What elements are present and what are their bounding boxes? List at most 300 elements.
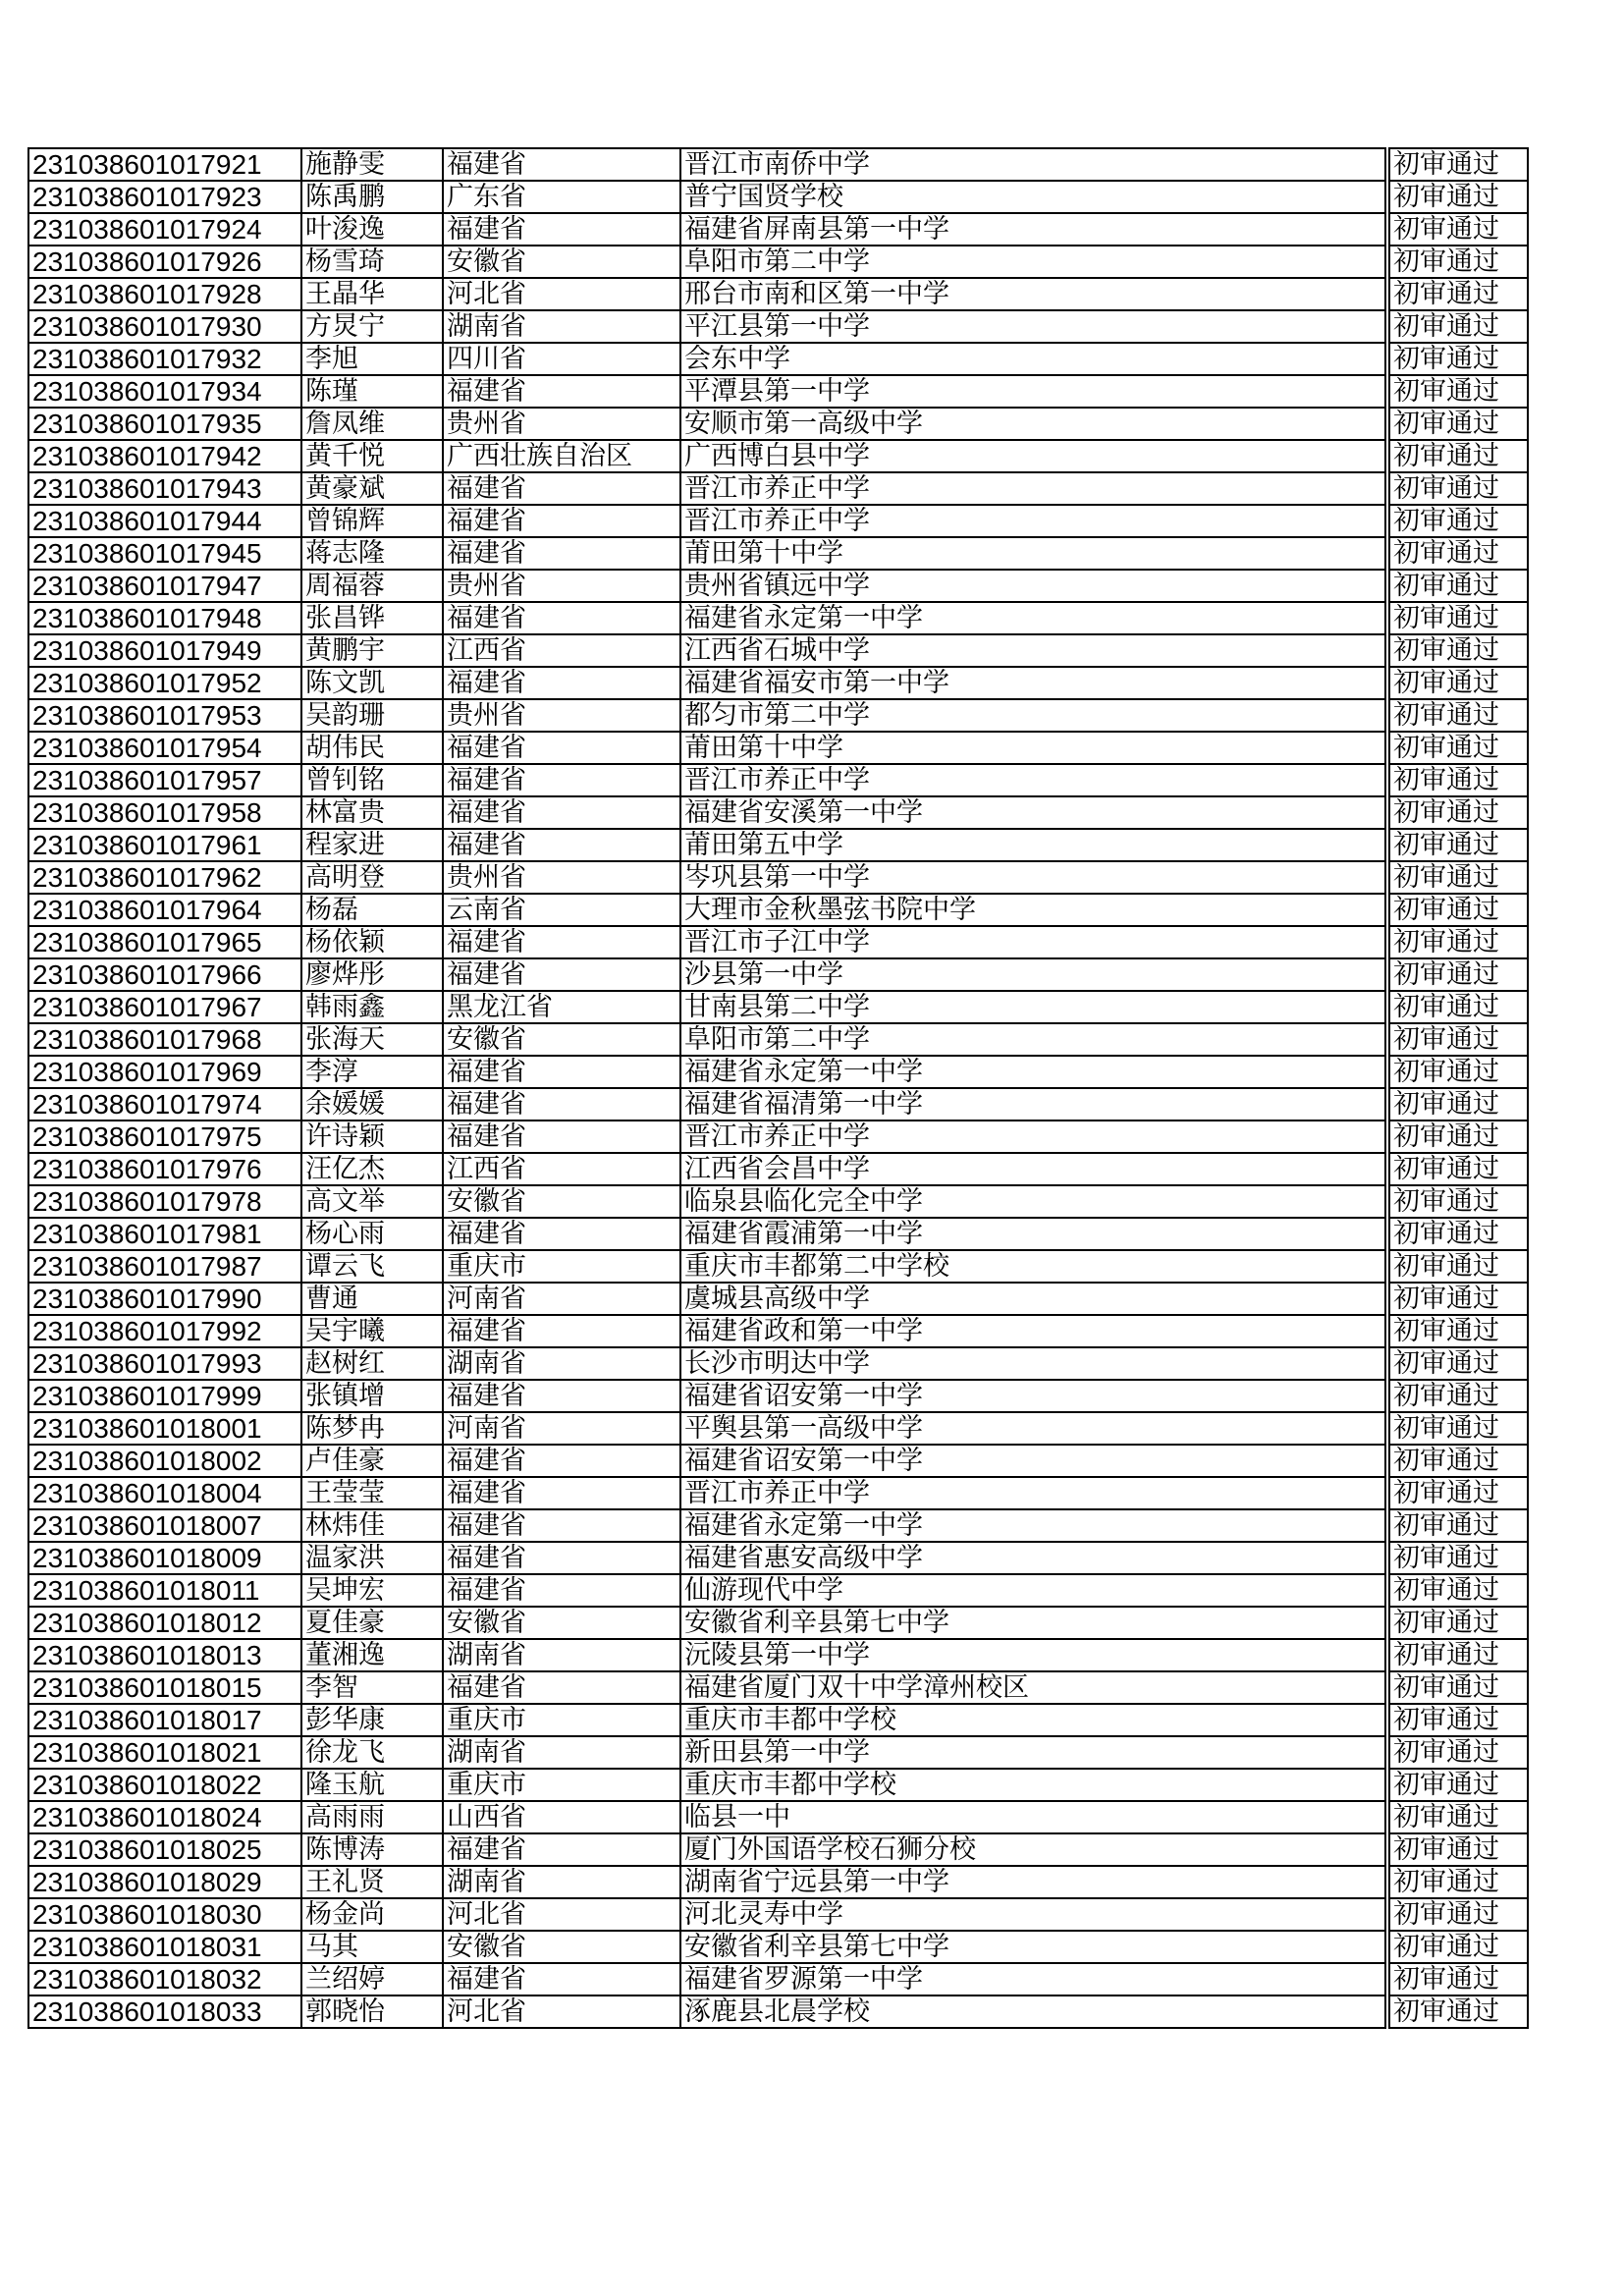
table-row — [28, 440, 1528, 472]
province-cell: 湖南省 — [443, 1639, 680, 1671]
status-cell: 初审通过 — [1389, 213, 1528, 246]
table-row — [28, 1574, 1528, 1607]
name-cell: 杨依颖 — [301, 926, 443, 958]
name-cell: 周福蓉 — [301, 570, 443, 602]
table-row — [28, 1250, 1528, 1283]
status-cell: 初审通过 — [1389, 375, 1528, 408]
candidate-id-cell: 231038601018024 — [28, 1801, 301, 1833]
candidate-id-cell: 231038601017945 — [28, 537, 301, 570]
name-cell: 余媛媛 — [301, 1088, 443, 1121]
name-cell: 汪亿杰 — [301, 1153, 443, 1185]
school-cell: 安徽省利辛县第七中学 — [680, 1931, 1385, 1963]
status-cell: 初审通过 — [1389, 926, 1528, 958]
province-cell: 福建省 — [443, 1056, 680, 1088]
status-cell: 初审通过 — [1389, 148, 1528, 181]
name-cell: 王莹莹 — [301, 1477, 443, 1509]
school-cell: 新田县第一中学 — [680, 1736, 1385, 1769]
table-row — [28, 375, 1528, 408]
name-cell: 陈文凯 — [301, 667, 443, 699]
table-row — [28, 1023, 1528, 1056]
school-cell: 莆田第五中学 — [680, 829, 1385, 861]
name-cell: 王晶华 — [301, 278, 443, 310]
candidate-id-cell: 231038601018002 — [28, 1445, 301, 1477]
status-cell: 初审通过 — [1389, 310, 1528, 343]
province-cell: 福建省 — [443, 213, 680, 246]
name-cell: 隆玉航 — [301, 1769, 443, 1801]
name-cell: 董湘逸 — [301, 1639, 443, 1671]
status-cell: 初审通过 — [1389, 1380, 1528, 1412]
table-row — [28, 1412, 1528, 1445]
status-cell: 初审通过 — [1389, 246, 1528, 278]
school-cell: 重庆市丰都第二中学校 — [680, 1250, 1385, 1283]
candidate-id-cell: 231038601018029 — [28, 1866, 301, 1898]
province-cell: 四川省 — [443, 343, 680, 375]
name-cell: 吴韵珊 — [301, 699, 443, 732]
province-cell: 安徽省 — [443, 246, 680, 278]
table-row — [28, 1445, 1528, 1477]
candidate-id-cell: 231038601018001 — [28, 1412, 301, 1445]
candidate-id-cell: 231038601017962 — [28, 861, 301, 894]
name-cell: 杨心雨 — [301, 1218, 443, 1250]
candidate-id-cell: 231038601017930 — [28, 310, 301, 343]
name-cell: 马其 — [301, 1931, 443, 1963]
province-cell: 黑龙江省 — [443, 991, 680, 1023]
status-cell: 初审通过 — [1389, 1736, 1528, 1769]
status-cell: 初审通过 — [1389, 894, 1528, 926]
school-cell: 福建省罗源第一中学 — [680, 1963, 1385, 1995]
status-cell: 初审通过 — [1389, 1574, 1528, 1607]
candidate-id-cell: 231038601017967 — [28, 991, 301, 1023]
status-cell: 初审通过 — [1389, 1995, 1528, 2028]
school-cell: 晋江市养正中学 — [680, 472, 1385, 505]
candidate-id-cell: 231038601017990 — [28, 1283, 301, 1315]
school-cell: 都匀市第二中学 — [680, 699, 1385, 732]
table-row — [28, 1153, 1528, 1185]
status-cell: 初审通过 — [1389, 1088, 1528, 1121]
candidate-id-cell: 231038601017923 — [28, 181, 301, 213]
table-row — [28, 958, 1528, 991]
results-table-body — [28, 148, 1528, 2028]
school-cell: 大理市金秋墨弦书院中学 — [680, 894, 1385, 926]
candidate-id-cell: 231038601018033 — [28, 1995, 301, 2028]
name-cell: 兰绍婷 — [301, 1963, 443, 1995]
table-row — [28, 1639, 1528, 1671]
table-row — [28, 732, 1528, 764]
status-cell: 初审通过 — [1389, 667, 1528, 699]
province-cell: 湖南省 — [443, 1347, 680, 1380]
province-cell: 云南省 — [443, 894, 680, 926]
name-cell: 林富贵 — [301, 796, 443, 829]
status-cell: 初审通过 — [1389, 796, 1528, 829]
table-row — [28, 1477, 1528, 1509]
status-cell: 初审通过 — [1389, 1250, 1528, 1283]
province-cell: 福建省 — [443, 958, 680, 991]
candidate-id-cell: 231038601017953 — [28, 699, 301, 732]
candidate-id-cell: 231038601017978 — [28, 1185, 301, 1218]
table-row — [28, 1185, 1528, 1218]
name-cell: 胡伟民 — [301, 732, 443, 764]
table-row — [28, 926, 1528, 958]
status-cell: 初审通过 — [1389, 537, 1528, 570]
province-cell: 湖南省 — [443, 310, 680, 343]
candidate-id-cell: 231038601017976 — [28, 1153, 301, 1185]
province-cell: 江西省 — [443, 634, 680, 667]
name-cell: 夏佳豪 — [301, 1607, 443, 1639]
table-row — [28, 1736, 1528, 1769]
school-cell: 晋江市养正中学 — [680, 505, 1385, 537]
candidate-id-cell: 231038601017964 — [28, 894, 301, 926]
candidate-id-cell: 231038601017932 — [28, 343, 301, 375]
candidate-id-cell: 231038601017935 — [28, 408, 301, 440]
name-cell: 韩雨鑫 — [301, 991, 443, 1023]
candidate-id-cell: 231038601017934 — [28, 375, 301, 408]
school-cell: 江西省会昌中学 — [680, 1153, 1385, 1185]
table-row — [28, 1866, 1528, 1898]
status-cell: 初审通过 — [1389, 1509, 1528, 1542]
status-cell: 初审通过 — [1389, 764, 1528, 796]
province-cell: 福建省 — [443, 667, 680, 699]
school-cell: 平潭县第一中学 — [680, 375, 1385, 408]
table-row — [28, 408, 1528, 440]
status-cell: 初审通过 — [1389, 505, 1528, 537]
province-cell: 福建省 — [443, 926, 680, 958]
status-cell: 初审通过 — [1389, 343, 1528, 375]
province-cell: 福建省 — [443, 505, 680, 537]
candidate-id-cell: 231038601018032 — [28, 1963, 301, 1995]
candidate-id-cell: 231038601017992 — [28, 1315, 301, 1347]
name-cell: 卢佳豪 — [301, 1445, 443, 1477]
province-cell: 福建省 — [443, 148, 680, 181]
candidate-id-cell: 231038601018004 — [28, 1477, 301, 1509]
province-cell: 福建省 — [443, 1963, 680, 1995]
status-cell: 初审通过 — [1389, 1542, 1528, 1574]
table-row — [28, 1088, 1528, 1121]
province-cell: 江西省 — [443, 1153, 680, 1185]
table-row — [28, 1833, 1528, 1866]
name-cell: 王礼贤 — [301, 1866, 443, 1898]
province-cell: 安徽省 — [443, 1185, 680, 1218]
name-cell: 郭晓怡 — [301, 1995, 443, 2028]
name-cell: 林炜佳 — [301, 1509, 443, 1542]
name-cell: 李旭 — [301, 343, 443, 375]
province-cell: 河南省 — [443, 1283, 680, 1315]
status-cell: 初审通过 — [1389, 1445, 1528, 1477]
province-cell: 福建省 — [443, 1088, 680, 1121]
province-cell: 福建省 — [443, 1218, 680, 1250]
province-cell: 河北省 — [443, 1898, 680, 1931]
table-row — [28, 1283, 1528, 1315]
school-cell: 虞城县高级中学 — [680, 1283, 1385, 1315]
school-cell: 福建省政和第一中学 — [680, 1315, 1385, 1347]
candidate-id-cell: 231038601018021 — [28, 1736, 301, 1769]
candidate-id-cell: 231038601017993 — [28, 1347, 301, 1380]
school-cell: 福建省永定第一中学 — [680, 602, 1385, 634]
table-row — [28, 1801, 1528, 1833]
name-cell: 高文举 — [301, 1185, 443, 1218]
status-cell: 初审通过 — [1389, 1023, 1528, 1056]
candidate-id-cell: 231038601017954 — [28, 732, 301, 764]
school-cell: 福建省福清第一中学 — [680, 1088, 1385, 1121]
name-cell: 陈梦冉 — [301, 1412, 443, 1445]
candidate-id-cell: 231038601017943 — [28, 472, 301, 505]
candidate-id-cell: 231038601017968 — [28, 1023, 301, 1056]
candidate-id-cell: 231038601017966 — [28, 958, 301, 991]
school-cell: 福建省屏南县第一中学 — [680, 213, 1385, 246]
school-cell: 莆田第十中学 — [680, 537, 1385, 570]
province-cell: 安徽省 — [443, 1931, 680, 1963]
name-cell: 吴坤宏 — [301, 1574, 443, 1607]
name-cell: 陈瑾 — [301, 375, 443, 408]
name-cell: 施静雯 — [301, 148, 443, 181]
province-cell: 福建省 — [443, 375, 680, 408]
table-row — [28, 537, 1528, 570]
table-row — [28, 894, 1528, 926]
school-cell: 仙游现代中学 — [680, 1574, 1385, 1607]
school-cell: 晋江市子江中学 — [680, 926, 1385, 958]
school-cell: 涿鹿县北晨学校 — [680, 1995, 1385, 2028]
candidate-id-cell: 231038601018007 — [28, 1509, 301, 1542]
status-cell: 初审通过 — [1389, 1477, 1528, 1509]
status-cell: 初审通过 — [1389, 829, 1528, 861]
status-cell: 初审通过 — [1389, 991, 1528, 1023]
school-cell: 江西省石城中学 — [680, 634, 1385, 667]
table-row — [28, 570, 1528, 602]
table-row — [28, 213, 1528, 246]
table-row — [28, 1509, 1528, 1542]
status-cell: 初审通过 — [1389, 181, 1528, 213]
table-row — [28, 278, 1528, 310]
table-row — [28, 861, 1528, 894]
table-row — [28, 148, 1528, 181]
school-cell: 阜阳市第二中学 — [680, 246, 1385, 278]
school-cell: 平江县第一中学 — [680, 310, 1385, 343]
school-cell: 长沙市明达中学 — [680, 1347, 1385, 1380]
status-cell: 初审通过 — [1389, 440, 1528, 472]
province-cell: 贵州省 — [443, 699, 680, 732]
status-cell: 初审通过 — [1389, 1412, 1528, 1445]
status-cell: 初审通过 — [1389, 1218, 1528, 1250]
status-cell: 初审通过 — [1389, 1315, 1528, 1347]
table-row — [28, 1380, 1528, 1412]
status-cell: 初审通过 — [1389, 1121, 1528, 1153]
province-cell: 广东省 — [443, 181, 680, 213]
school-cell: 福建省惠安高级中学 — [680, 1542, 1385, 1574]
school-cell: 河北灵寿中学 — [680, 1898, 1385, 1931]
name-cell: 曹通 — [301, 1283, 443, 1315]
table-row — [28, 991, 1528, 1023]
school-cell: 福建省诏安第一中学 — [680, 1380, 1385, 1412]
name-cell: 陈禹鹏 — [301, 181, 443, 213]
candidate-id-cell: 231038601017949 — [28, 634, 301, 667]
school-cell: 晋江市养正中学 — [680, 1477, 1385, 1509]
name-cell: 徐龙飞 — [301, 1736, 443, 1769]
province-cell: 湖南省 — [443, 1736, 680, 1769]
table-row — [28, 634, 1528, 667]
name-cell: 曾钊铭 — [301, 764, 443, 796]
candidate-id-cell: 231038601017974 — [28, 1088, 301, 1121]
candidate-id-cell: 231038601017981 — [28, 1218, 301, 1250]
results-table — [27, 147, 1529, 2029]
name-cell: 黄豪斌 — [301, 472, 443, 505]
status-cell: 初审通过 — [1389, 602, 1528, 634]
name-cell: 曾锦辉 — [301, 505, 443, 537]
school-cell: 沙县第一中学 — [680, 958, 1385, 991]
province-cell: 福建省 — [443, 1542, 680, 1574]
province-cell: 福建省 — [443, 1445, 680, 1477]
school-cell: 临县一中 — [680, 1801, 1385, 1833]
province-cell: 广西壮族自治区 — [443, 440, 680, 472]
status-cell: 初审通过 — [1389, 732, 1528, 764]
school-cell: 晋江市养正中学 — [680, 1121, 1385, 1153]
status-cell: 初审通过 — [1389, 1866, 1528, 1898]
table-row — [28, 1315, 1528, 1347]
table-row — [28, 1056, 1528, 1088]
table-row — [28, 829, 1528, 861]
name-cell: 廖烨彤 — [301, 958, 443, 991]
province-cell: 福建省 — [443, 1574, 680, 1607]
candidate-id-cell: 231038601017924 — [28, 213, 301, 246]
status-cell: 初审通过 — [1389, 1347, 1528, 1380]
province-cell: 安徽省 — [443, 1607, 680, 1639]
name-cell: 杨金尚 — [301, 1898, 443, 1931]
province-cell: 福建省 — [443, 1380, 680, 1412]
school-cell: 重庆市丰都中学校 — [680, 1704, 1385, 1736]
status-cell: 初审通过 — [1389, 1283, 1528, 1315]
name-cell: 张海天 — [301, 1023, 443, 1056]
name-cell: 李智 — [301, 1671, 443, 1704]
province-cell: 福建省 — [443, 537, 680, 570]
candidate-id-cell: 231038601017942 — [28, 440, 301, 472]
name-cell: 高雨雨 — [301, 1801, 443, 1833]
province-cell: 安徽省 — [443, 1023, 680, 1056]
status-cell: 初审通过 — [1389, 1607, 1528, 1639]
name-cell: 蒋志隆 — [301, 537, 443, 570]
school-cell: 福建省厦门双十中学漳州校区 — [680, 1671, 1385, 1704]
candidate-id-cell: 231038601017926 — [28, 246, 301, 278]
table-row — [28, 1769, 1528, 1801]
candidate-id-cell: 231038601018017 — [28, 1704, 301, 1736]
table-row — [28, 764, 1528, 796]
school-cell: 安顺市第一高级中学 — [680, 408, 1385, 440]
candidate-id-cell: 231038601018013 — [28, 1639, 301, 1671]
status-cell: 初审通过 — [1389, 1833, 1528, 1866]
province-cell: 福建省 — [443, 472, 680, 505]
status-cell: 初审通过 — [1389, 1963, 1528, 1995]
table-row — [28, 246, 1528, 278]
table-row — [28, 181, 1528, 213]
candidate-id-cell: 231038601017999 — [28, 1380, 301, 1412]
school-cell: 普宁国贤学校 — [680, 181, 1385, 213]
candidate-id-cell: 231038601018025 — [28, 1833, 301, 1866]
name-cell: 赵树红 — [301, 1347, 443, 1380]
school-cell: 甘南县第二中学 — [680, 991, 1385, 1023]
candidate-id-cell: 231038601018022 — [28, 1769, 301, 1801]
candidate-id-cell: 231038601018015 — [28, 1671, 301, 1704]
province-cell: 贵州省 — [443, 570, 680, 602]
province-cell: 重庆市 — [443, 1769, 680, 1801]
school-cell: 福建省永定第一中学 — [680, 1509, 1385, 1542]
candidate-id-cell: 231038601018031 — [28, 1931, 301, 1963]
table-row — [28, 1218, 1528, 1250]
province-cell: 福建省 — [443, 1477, 680, 1509]
name-cell: 黄千悦 — [301, 440, 443, 472]
status-cell: 初审通过 — [1389, 1931, 1528, 1963]
school-cell: 重庆市丰都中学校 — [680, 1769, 1385, 1801]
province-cell: 福建省 — [443, 602, 680, 634]
province-cell: 河北省 — [443, 278, 680, 310]
status-cell: 初审通过 — [1389, 1898, 1528, 1931]
school-cell: 平舆县第一高级中学 — [680, 1412, 1385, 1445]
candidate-id-cell: 231038601017975 — [28, 1121, 301, 1153]
name-cell: 杨雪琦 — [301, 246, 443, 278]
school-cell: 临泉县临化完全中学 — [680, 1185, 1385, 1218]
province-cell: 山西省 — [443, 1801, 680, 1833]
school-cell: 沅陵县第一中学 — [680, 1639, 1385, 1671]
name-cell: 许诗颖 — [301, 1121, 443, 1153]
status-cell: 初审通过 — [1389, 278, 1528, 310]
name-cell: 张镇增 — [301, 1380, 443, 1412]
candidate-id-cell: 231038601018012 — [28, 1607, 301, 1639]
school-cell: 会东中学 — [680, 343, 1385, 375]
name-cell: 高明登 — [301, 861, 443, 894]
school-cell: 邢台市南和区第一中学 — [680, 278, 1385, 310]
status-cell: 初审通过 — [1389, 1704, 1528, 1736]
province-cell: 福建省 — [443, 1509, 680, 1542]
candidate-id-cell: 231038601018009 — [28, 1542, 301, 1574]
name-cell: 詹凤维 — [301, 408, 443, 440]
status-cell: 初审通过 — [1389, 570, 1528, 602]
status-cell: 初审通过 — [1389, 1056, 1528, 1088]
school-cell: 晋江市南侨中学 — [680, 148, 1385, 181]
status-cell: 初审通过 — [1389, 634, 1528, 667]
status-cell: 初审通过 — [1389, 472, 1528, 505]
province-cell: 贵州省 — [443, 861, 680, 894]
school-cell: 广西博白县中学 — [680, 440, 1385, 472]
candidate-id-cell: 231038601017958 — [28, 796, 301, 829]
name-cell: 李淳 — [301, 1056, 443, 1088]
table-row — [28, 1704, 1528, 1736]
table-row — [28, 1607, 1528, 1639]
name-cell: 谭云飞 — [301, 1250, 443, 1283]
table-row — [28, 1931, 1528, 1963]
school-cell: 岑巩县第一中学 — [680, 861, 1385, 894]
name-cell: 吴宇曦 — [301, 1315, 443, 1347]
candidate-id-cell: 231038601017944 — [28, 505, 301, 537]
table-row — [28, 1347, 1528, 1380]
table-row — [28, 310, 1528, 343]
candidate-id-cell: 231038601017957 — [28, 764, 301, 796]
name-cell: 程家进 — [301, 829, 443, 861]
candidate-id-cell: 231038601017961 — [28, 829, 301, 861]
candidate-id-cell: 231038601017965 — [28, 926, 301, 958]
school-cell: 福建省福安市第一中学 — [680, 667, 1385, 699]
table-row — [28, 1121, 1528, 1153]
province-cell: 重庆市 — [443, 1704, 680, 1736]
school-cell: 福建省霞浦第一中学 — [680, 1218, 1385, 1250]
school-cell: 福建省诏安第一中学 — [680, 1445, 1385, 1477]
status-cell: 初审通过 — [1389, 1801, 1528, 1833]
name-cell: 陈博涛 — [301, 1833, 443, 1866]
province-cell: 福建省 — [443, 796, 680, 829]
status-cell: 初审通过 — [1389, 1671, 1528, 1704]
province-cell: 贵州省 — [443, 408, 680, 440]
province-cell: 福建省 — [443, 829, 680, 861]
name-cell: 黄鹏宇 — [301, 634, 443, 667]
status-cell: 初审通过 — [1389, 1153, 1528, 1185]
province-cell: 河北省 — [443, 1995, 680, 2028]
candidate-id-cell: 231038601017947 — [28, 570, 301, 602]
name-cell: 彭华康 — [301, 1704, 443, 1736]
